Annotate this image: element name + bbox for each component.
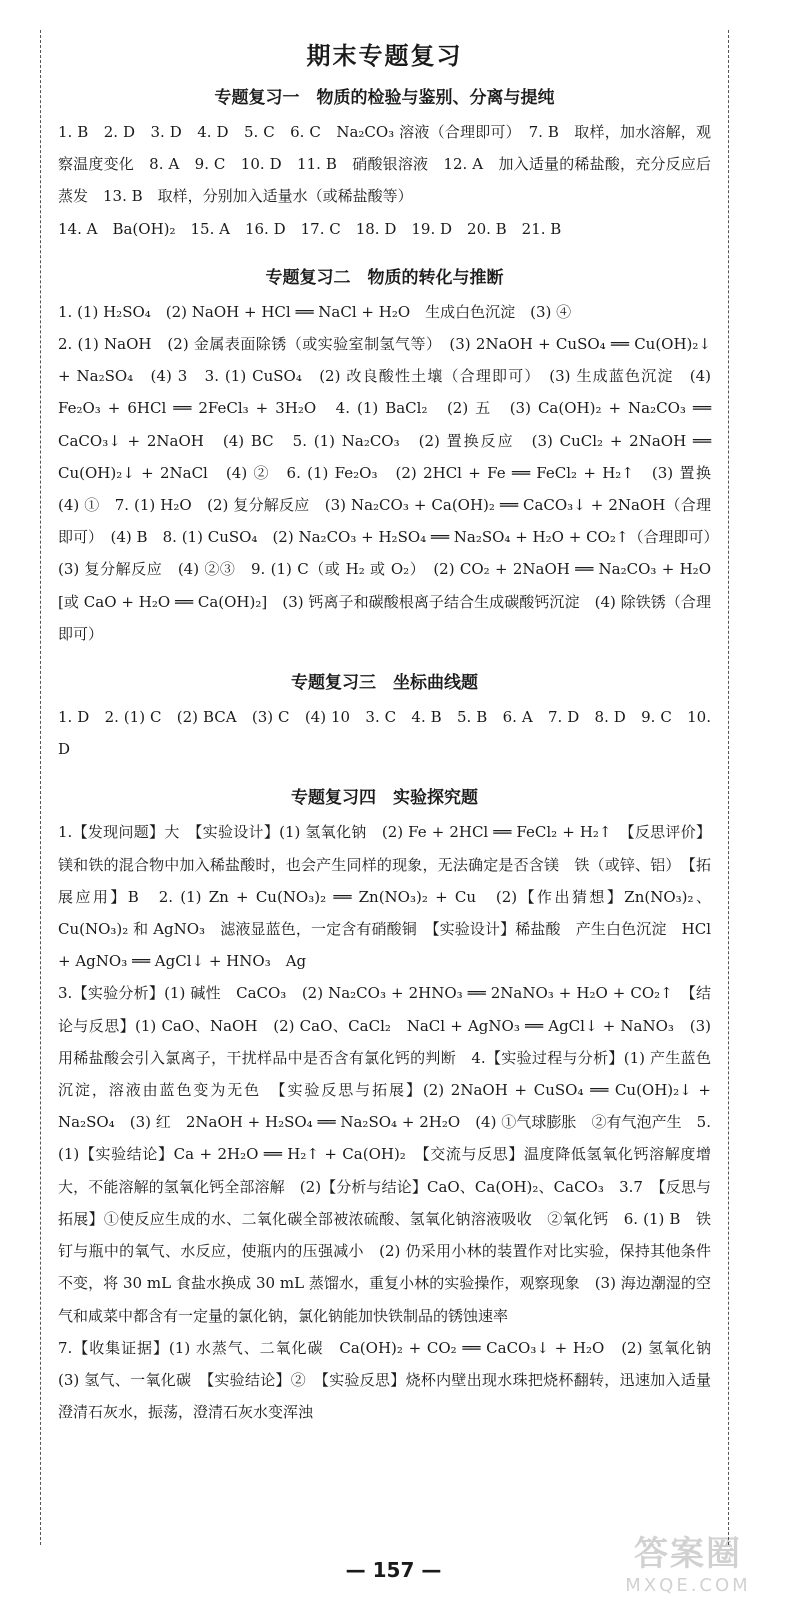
section-1-paragraph-1: 1. B 2. D 3. D 4. D 5. C 6. C Na₂CO₃ 溶液（合理即可） 7. B 取样，加水溶解，观察温度变化 8. A 9. C 10. D 11. B 硝酸银溶液 12. A 加入适量的稀盐酸，充分反应后蒸发 13. B 取样，分别加入适量水（或稀盐酸等） xyxy=(58,123,711,206)
section-2-heading: 专题复习二 物质的转化与推断 xyxy=(265,267,504,288)
left-dashed-margin xyxy=(40,30,41,1545)
section-3-heading: 专题复习三 坐标曲线题 xyxy=(291,673,478,694)
watermark-sub-text: MXQE.COM xyxy=(625,1575,751,1596)
page-number: — 157 — xyxy=(345,1558,442,1582)
page-title: 期末专题复习 xyxy=(306,42,463,70)
section-4-heading: 专题复习四 实验探究题 xyxy=(291,788,478,809)
watermark-logo xyxy=(603,1532,773,1596)
answer-content xyxy=(58,36,727,1428)
section-4-paragraph-3: 7.【收集证据】(1) 水蒸气、二氧化碳 Ca(OH)₂ + CO₂ ══ CaCO₃↓ + H₂O (2) 氢氧化钠 (3) 氢气、一氧化碳 【实验结论】② 【实验反思】烧杯内壁出现水珠把烧杯翻转，迅速加入适量澄清石灰水，振荡，澄清石灰水变浑浊 xyxy=(58,1338,727,1422)
section-2-paragraph-1: 1. (1) H₂SO₄ (2) NaOH + HCl ══ NaCl + H₂O 生成白色沉淀 (3) ④ xyxy=(58,302,572,321)
section-4-paragraph-2: 3.【实验分析】(1) 碱性 CaCO₃ (2) Na₂CO₃ + 2HNO₃ ══ 2NaNO₃ + H₂O + CO₂↑ 【结论与反思】(1) CaO、NaOH (2) CaO、CaCl₂ NaCl + AgNO₃ ══ AgCl↓ + NaNO₃ (3) 用稀盐酸会引入氯离子，干扰样品中是否含有氯化钙的判断 4.【实验过程与分析】(1) 产生蓝色沉淀，溶液由蓝色变为无色 【实验反思与拓展】(2) 2NaOH + CuSO₄ ══ Cu(OH)₂↓ + Na₂SO₄ (3) 红 2NaOH + H₂SO₄ ══ Na₂SO₄ + 2H₂O (4) ①气球膨胀 ②有气泡产生 5. (1)【实验结论】Ca + 2H₂O ══ H₂↑ + Ca(OH)₂ 【交流与反思】温度降低氢氧化钙溶解度增大，不能溶解的氢氧化钙全部溶解 (2)【分析与结论】CaO、Ca(OH)₂、CaCO₃ 3.7 【反思与拓展】①使反应生成的水、二氧化碳全部被浓硫酸、氢氧化钠溶液吸收 ②氧化钙 6. (1) B 铁钉与瓶中的氧气、水反应，使瓶内的压强减小 (2) 仍采用小林的装置作对比实验，保持其他条件不变，将 30 mL 食盐水换成 30 mL 蒸馏水，重复小林的实验操作，观察现象 (3) 海边潮湿的空气和咸菜中都含有一定量的氯化钠，氯化钠能加快铁制品的锈蚀速率 xyxy=(58,984,711,1325)
section-1-paragraph-2: 14. A Ba(OH)₂ 15. A 16. D 17. C 18. D 19. D 20. B 21. B xyxy=(58,219,562,238)
watermark-main-text: 答案圈 xyxy=(634,1534,742,1574)
section-1-heading: 专题复习一 物质的检验与鉴别、分离与提纯 xyxy=(214,88,555,108)
section-4-paragraph-1: 1.【发现问题】大 【实验设计】(1) 氢氧化钠 (2) Fe + 2HCl ══ FeCl₂ + H₂↑ 【反思评价】镁和铁的混合物中加入稀盐酸时，也会产生同样的现象，无法确定是否含镁 铁（或锌、铝） 【拓展应用】B 2. (1) Zn + Cu(NO₃)₂ ══ Zn(NO₃)₂ + Cu (2)【作出猜想】Zn(NO₃)₂、Cu(NO₃)₂ 和 AgNO₃ 滤液显蓝色，一定含有硝酸铜 【实验设计】稀盐酸 产生白色沉淀 HCl + AgNO₃ ══ AgCl↓ + HNO₃ Ag xyxy=(58,823,711,971)
section-3-paragraph-1: 1. D 2. (1) C (2) BCA (3) C (4) 10 3. C 4. B 5. B 6. A 7. D 8. D 9. C 10. D xyxy=(58,708,711,759)
section-2-paragraph-2: 2. (1) NaOH (2) 金属表面除锈（或实验室制氢气等） (3) 2NaOH + CuSO₄ ══ Cu(OH)₂↓ + Na₂SO₄ (4) 3 3. (1) CuSO₄ (2) 改良酸性土壤（合理即可） (3) 生成蓝色沉淀 (4) Fe₂O₃ + 6HCl ══ 2FeCl₃ + 3H₂O 4. (1) BaCl₂ (2) 五 (3) Ca(OH)₂ + Na₂CO₃ ══ CaCO₃↓ + 2NaOH (4) BC 5. (1) Na₂CO₃ (2) 置换反应 (3) CuCl₂ + 2NaOH ══ Cu(OH)₂↓ + 2NaCl (4) ② 6. (1) Fe₂O₃ (2) 2HCl + Fe ══ FeCl₂ + H₂↑ (3) 置换 (4) ① 7. (1) H₂O (2) 复分解反应 (3) Na₂CO₃ + Ca(OH)₂ ══ CaCO₃↓ + 2NaOH（合理即可） (4) B 8. (1) CuSO₄ (2) Na₂CO₃ + H₂SO₄ ══ Na₂SO₄ + H₂O + CO₂↑（合理即可） (3) 复分解反应 (4) ②③ 9. (1) C（或 H₂ 或 O₂） (2) CO₂ + 2NaOH ══ Na₂CO₃ + H₂O [或 CaO + H₂O ══ Ca(OH)₂] (3) 钙离子和碳酸根离子结合生成碳酸钙沉淀 (4) 除铁锈（合理即可） xyxy=(58,335,727,643)
right-dashed-margin xyxy=(728,30,729,1545)
